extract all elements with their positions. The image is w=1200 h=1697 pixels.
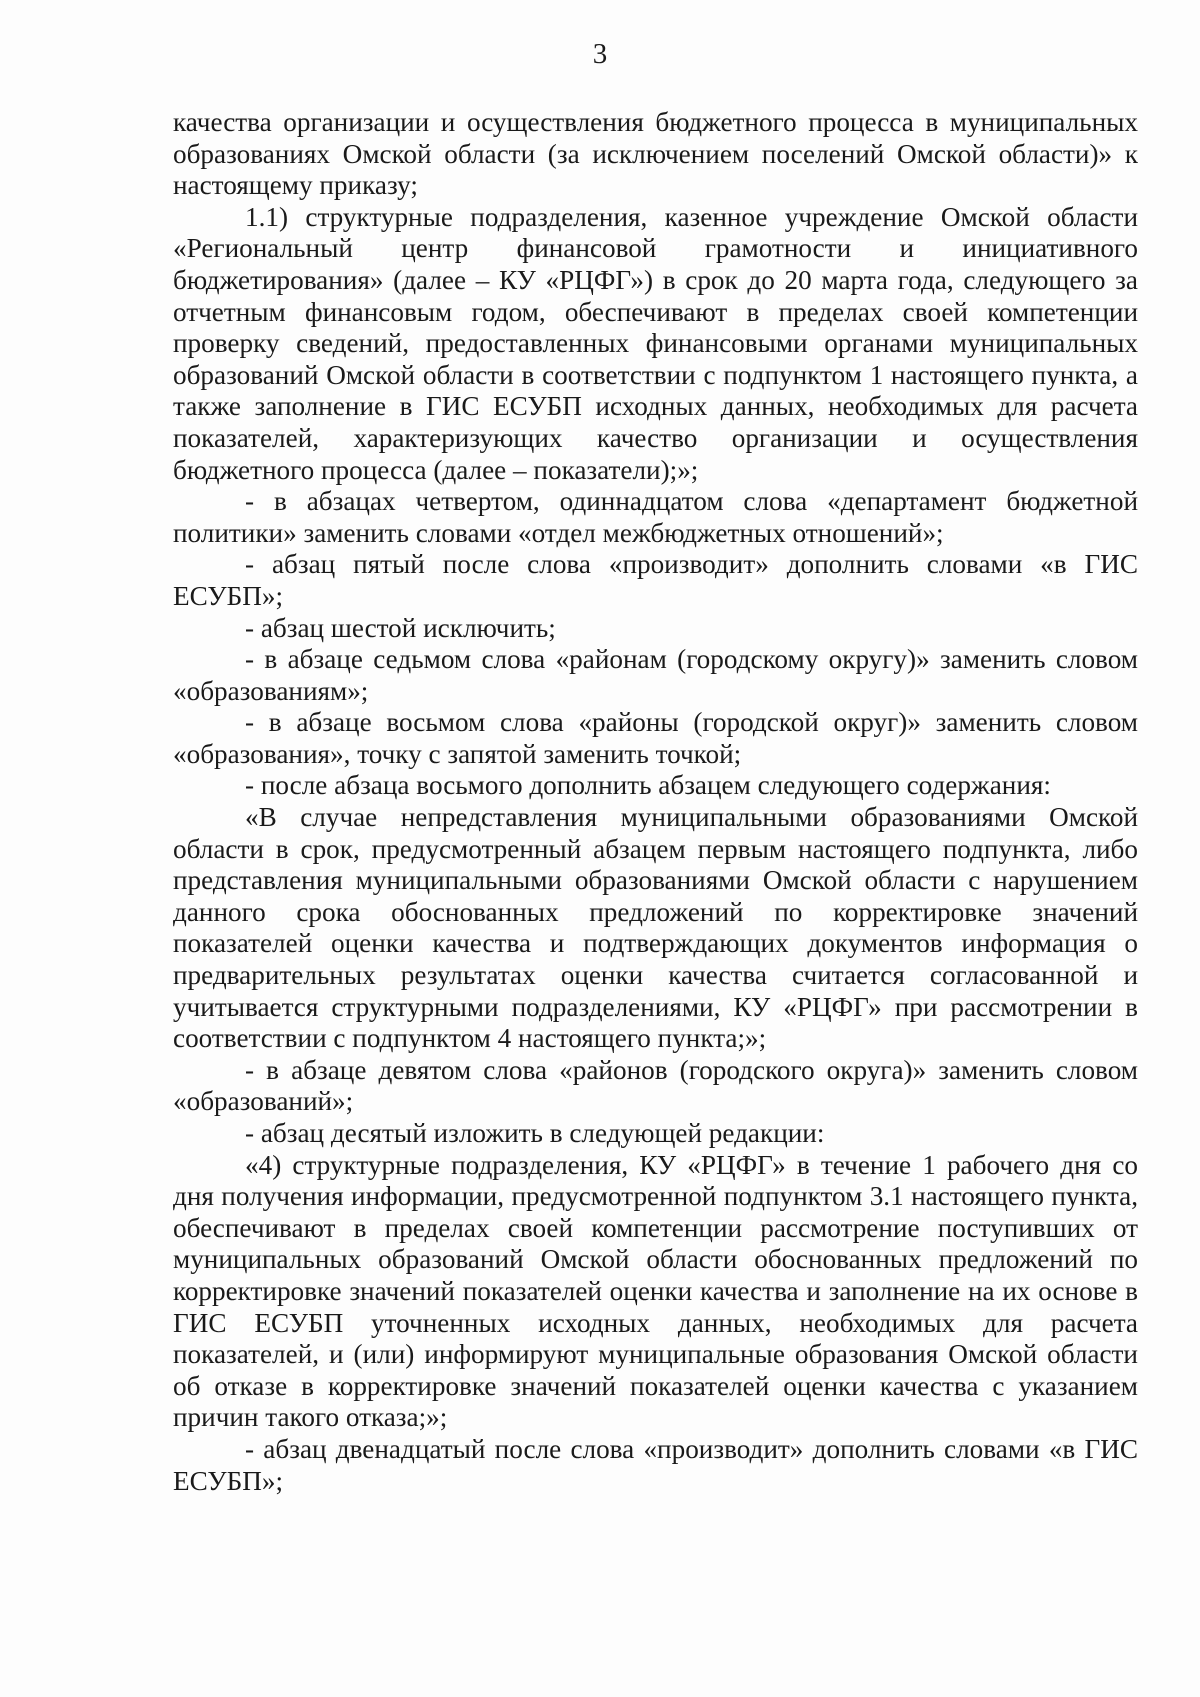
paragraph: - абзац пятый после слова «производит» дополнить словами «в ГИС ЕСУБП»; <box>173 549 1138 611</box>
paragraph: «4) структурные подразделения, КУ «РЦФГ» в течение 1 рабочего дня со дня получения информации, предусмотренной подпунктом 3.1 настоящего пункта, обеспечивают в пределах своей компетенции рассмотрение поступивших от муниципальных образований Омской области обоснованных предложений по корректировке значений показателей оценки качества и заполнение на их основе в ГИС ЕСУБП уточненных исходных данных, необходимых для расчета показателей, и (или) информируют муниципальные образования Омской области об отказе в корректировке значений показателей оценки качества с указанием причин такого отказа;»; <box>173 1149 1138 1433</box>
paragraph: - в абзацах четвертом, одиннадцатом слова «департамент бюджетной политики» заменить словами «отдел межбюджетных отношений»; <box>173 486 1138 548</box>
paragraph: - в абзаце восьмом слова «районы (городской округ)» заменить словом «образования», точку с запятой заменить точкой; <box>173 707 1138 769</box>
paragraph: «В случае непредставления муниципальными образованиями Омской области в срок, предусмотренный абзацем первым настоящего подпункта, либо представления муниципальными образованиями Омской области с нарушением данного срока обоснованных предложений по корректировке значений показателей оценки качества и подтверждающих документов информация о предварительных результатах оценки качества считается согласованной и учитывается структурными подразделениями, КУ «РЦФГ» при рассмотрении в соответствии с подпунктом 4 настоящего пункта;»; <box>173 802 1138 1054</box>
paragraph: - в абзаце седьмом слова «районам (городскому округу)» заменить словом «образованиям»; <box>173 644 1138 706</box>
page-number: 3 <box>592 38 608 70</box>
paragraph: - после абзаца восьмого дополнить абзацем следующего содержания: <box>245 770 1051 801</box>
paragraph: - абзац десятый изложить в следующей редакции: <box>245 1118 825 1148</box>
paragraph: 1.1) структурные подразделения, казенное учреждение Омской области «Региональный центр финансовой грамотности и инициативного бюджетирования» (далее – КУ «РЦФГ») в срок до 20 марта года, следующего за отчетным финансовым годом, обеспечивают в пределах своей компетенции проверку сведений, предоставленных финансовыми органами муниципальных образований Омской области в соответствии с подпунктом 1 настоящего пункта, а также заполнение в ГИС ЕСУБП исходных данных, необходимых для расчета показателей, характеризующих качество организации и осуществления бюджетного процесса (далее – показатели);»; <box>173 201 1138 485</box>
paragraph: - абзац шестой исключить; <box>245 612 556 643</box>
paragraph: - в абзаце девятом слова «районов (городского округа)» заменить словом «образований»; <box>173 1054 1138 1117</box>
paragraph: качества организации и осуществления бюджетного процесса в муниципальных образованиях Омской области (за исключением поселений Омской области)» к настоящему приказу; <box>173 107 1138 201</box>
document-body <box>173 107 1138 1497</box>
paragraph: - абзац двенадцатый после слова «производит» дополнить словами «в ГИС ЕСУБП»; <box>173 1433 1138 1496</box>
